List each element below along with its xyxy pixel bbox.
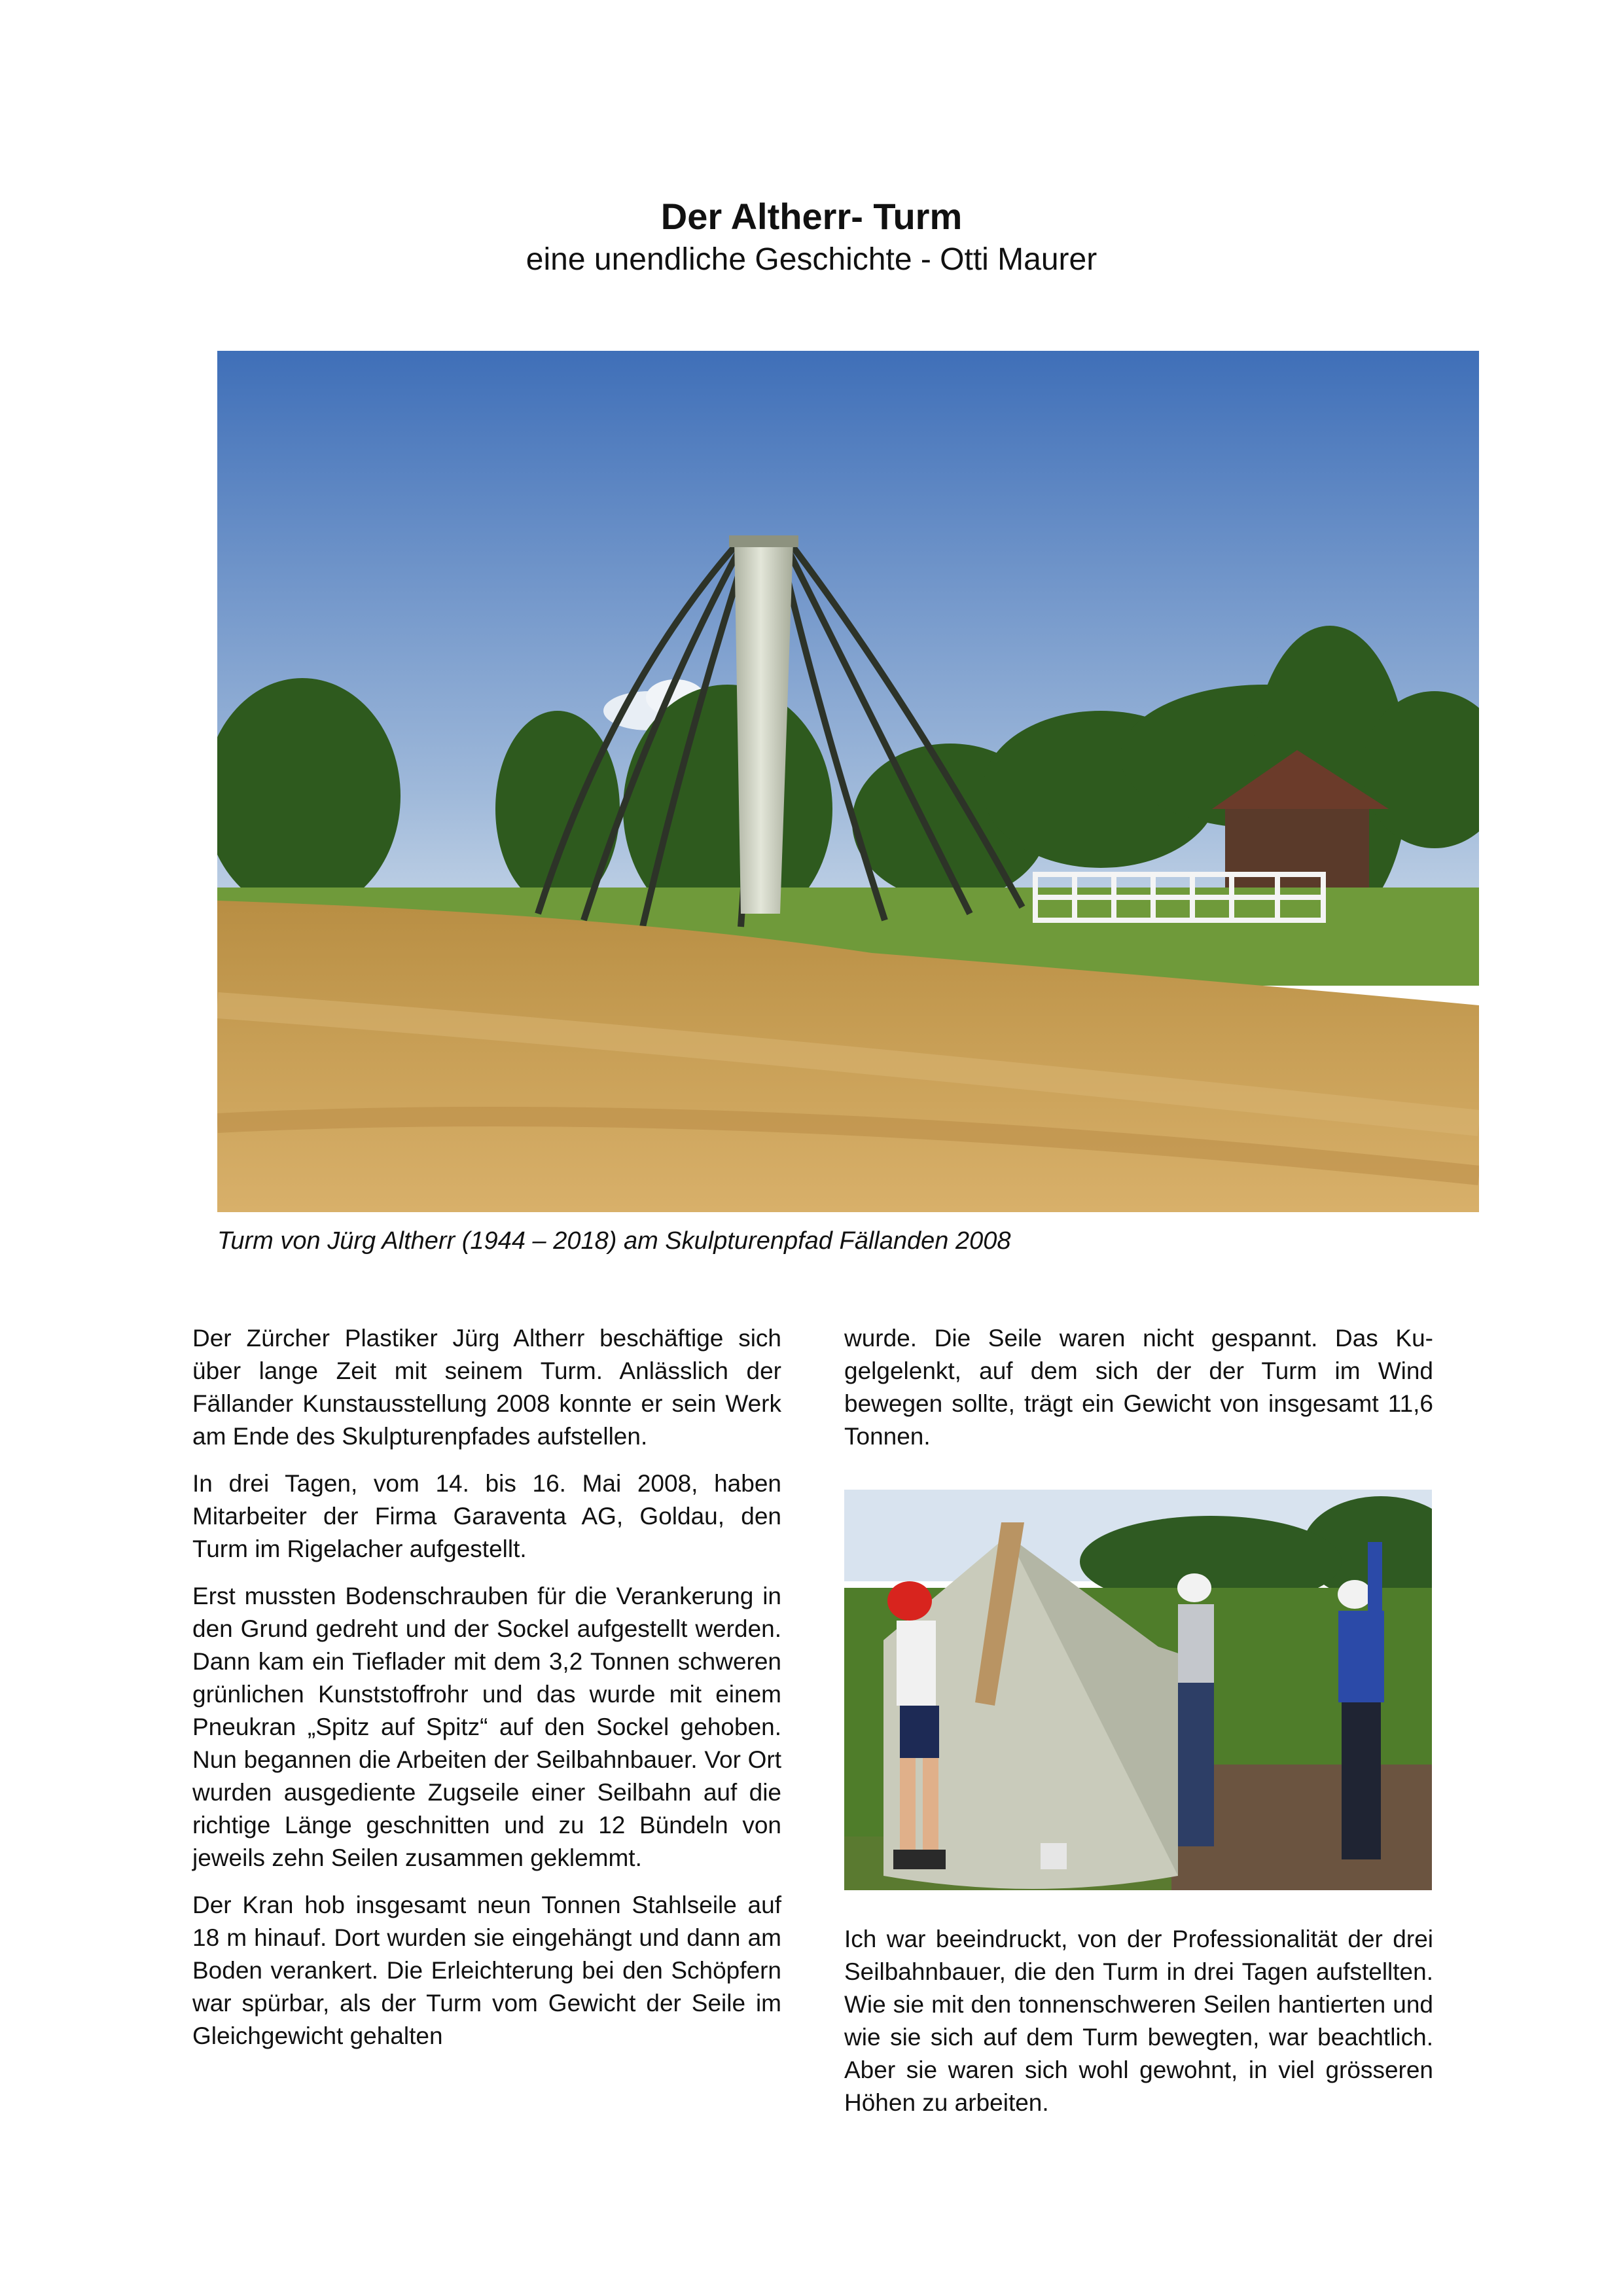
paragraph: Ich war beeindruckt, von der Professionalität der drei Seilbahnbauer, die den Turm in drei Tagen aufstellten. Wie sie mit den tonnenschweren Seilen hantierten und wie sie sich auf dem Turm bewegten, war beachtlich. Aber sie waren sich wohl gewohnt, in viel grösseren Höhen zu arbeiten.	[844, 1926, 1433, 2116]
workers-illustration	[844, 1490, 1432, 1890]
worker-middle	[1177, 1573, 1214, 1846]
paragraph: In drei Tagen, vom 14. bis 16. Mai 2008, haben Mitarbeiter der Firma Garaventa AG, Goldau, den Turm im Rigelacher aufgestellt.	[192, 1470, 781, 1562]
photo-caption: Turm von Jürg Altherr (1944 – 2018) am Skulpturenpfad Fällanden 2008	[217, 1227, 1011, 1255]
text-column-left	[192, 1322, 781, 2067]
tower-landscape-illustration	[217, 351, 1479, 1212]
worker-right	[1338, 1542, 1384, 1859]
paragraph: Der Kran hob insgesamt neun Tonnen Stahlseile auf 18 m hinauf. Dort wurden sie eingehängt und dann am Boden verankert. Die Erleichterung bei den Schöpfern war spürbar, als der Turm vom Gewicht der Seile im Gleichgewicht gehalten	[192, 1892, 781, 2049]
farmhouse	[1225, 802, 1369, 901]
paragraph: wurde. Die Seile waren nicht gespannt. Das Kugelgelenkt, auf dem sich der der Turm im Wind bewegen sollte, trägt ein Gewicht von insgesamt 11,6 Tonnen.	[844, 1325, 1433, 1450]
paragraph: Erst mussten Bodenschrauben für die Verankerung in den Grund gedreht und der Sockel aufgestellt werden. Dann kam ein Tieflader mit dem 3,2 Tonnen schweren grünlichen Kunststoffrohr und das wurde mit einem Pneukran „Spitz auf Spitz“ auf den Sockel gehoben. Nun begannen die Arbeiten der Seilbahnbauer. Vor Ort wurden ausgediente Zugseile einer Seilbahn auf die richtige Länge geschnitten und zu 12 Bündeln von jeweils zehn Seilen zusammen geklemmt.	[192, 1583, 781, 1871]
page-title: Der Altherr- Turm	[660, 196, 963, 237]
text-column-right-bottom	[844, 1923, 1433, 2134]
text-column-right-top	[844, 1322, 1433, 1467]
paragraph: Der Zürcher Plastiker Jürg Altherr beschäftige sich über lange Zeit mit seinem Turm. Anlässlich der Fällander Kunstausstellung 2008 konnte er sein Werk am Ende des Skulpturenpfades aufstellen.	[192, 1325, 781, 1450]
workers-photo	[844, 1490, 1432, 1890]
tower-landscape-photo	[217, 351, 1479, 1212]
page-subtitle: eine unendliche Geschichte - Otti Maurer	[526, 242, 1097, 277]
